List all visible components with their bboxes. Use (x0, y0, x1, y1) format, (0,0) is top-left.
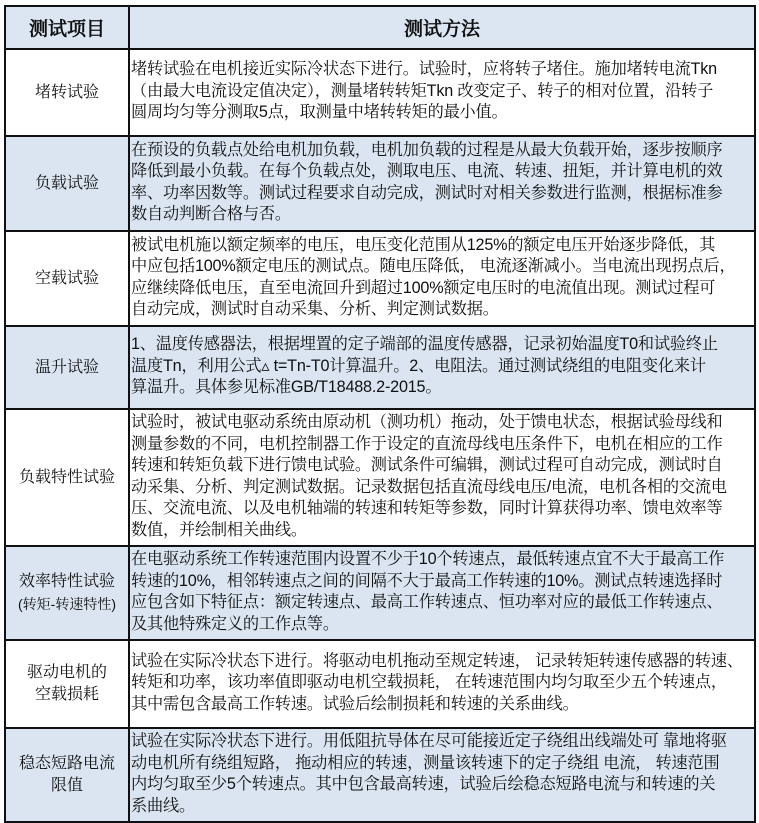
test-method-line: 系曲线。 (131, 796, 195, 815)
test-item-name: 稳态短路电流 (18, 755, 115, 772)
test-method-line: 率、功率因数等。测试过程要求自动完成，测试时对相关参数进行监测，根据标准参 (131, 183, 723, 202)
test-method-line: 数自动判断合格与否。 (131, 205, 291, 223)
test-method-cell (129, 49, 755, 136)
test-method-line: 试验时，被试电驱动系统由原动机（测功机）拖动，处于馈电状态，根据试验母线和 (131, 413, 723, 431)
test-item-name: 堵转试验 (34, 83, 99, 101)
test-method-cell (129, 728, 755, 822)
test-item-name: 负载特性试验 (18, 468, 115, 486)
test-item-name: 空载试验 (34, 269, 99, 287)
test-method-cell (129, 326, 755, 409)
test-item-name: (转矩-转速特性) (18, 596, 116, 612)
test-method-cell (129, 409, 755, 546)
table-row (5, 546, 755, 640)
test-method-line: 压、交流电流、以及电机轴端的转速和转矩等参数，同时计算获得功率、馈电效率等 (131, 499, 723, 517)
test-method-cell (129, 231, 755, 326)
test-item-cell (5, 231, 129, 326)
test-item-cell (5, 728, 129, 822)
test-item-cell (5, 640, 129, 728)
test-method-line: 被试电机施以额定频率的电压，电压变化范围从125%的额定电压开始逐步降低，其 (131, 235, 716, 254)
test-item-name: 负载试验 (34, 174, 99, 192)
header-row (5, 6, 755, 49)
test-method-line: 测量参数的不同，电机控制器工作于设定的直流母线电压条件下，电机在相应的工作 (131, 434, 723, 453)
test-method-line: 转矩和功率，该功率值即驱动电机空载损耗， 在转速范围内均匀取至少五个转速点， (131, 673, 727, 692)
test-item-name: 空载损耗 (34, 686, 99, 703)
test-method-line: 其中需包含最高工作转速。试验后绘制损耗和转速的关系曲线。 (131, 694, 579, 713)
test-method-cell (129, 640, 755, 728)
test-method-line: 在预设的负载点处给电机加负载，电机加负载的过程是从最大负载开始，逐步按顺序 (131, 140, 723, 159)
test-method-line: 降低到最小负载。在每个负载点处，测取电压、电流、转速、扭矩，并计算电机的效 (131, 162, 723, 180)
test-method-cell (129, 136, 755, 231)
table-row (5, 326, 755, 409)
test-method-cell (129, 546, 755, 640)
test-method-line: 内均匀取至少5个转速点。其中包含最高转速，试验后绘稳态短路电流与和转速的关 (131, 775, 716, 793)
table-row (5, 231, 755, 326)
test-method-line: 试验在实际冷状态下进行。用低阻抗导体在尽可能接近定子绕组出线端处可 靠地将驱 (131, 732, 727, 750)
test-item-name: 温升试验 (34, 358, 99, 376)
table-row (5, 136, 755, 231)
test-item-cell (5, 409, 129, 546)
test-method-line: 数值，并绘制相关曲线。 (131, 520, 307, 539)
test-method-line: 应继续降低电压，直至电流回升到超过100%额定电压时的电流值出现。测试过程可 (131, 278, 716, 297)
test-method-line: 动电机所有绕组短路， 拖动相应的转速，测量该转速下的定子绕组 电流， 转速范围 (131, 753, 720, 772)
test-method-line: 中应包括100%额定电压的测试点。随电压降低， 电流逐渐减小。当电流出现拐点后， (131, 257, 736, 275)
test-method-line: 应包含如下特征点：额定转速点、最高工作转速点、恒功率对应的最低工作转速点、 (131, 593, 723, 611)
test-method-line: 自动完成，测试时自动采集、分析、判定测试数据。 (131, 300, 499, 318)
test-item-cell (5, 49, 129, 136)
test-item-name: 限值 (50, 777, 83, 794)
test-item-name: 驱动电机的 (26, 664, 107, 681)
table-row (5, 409, 755, 546)
header-test-method: 测试方法 (129, 6, 755, 49)
test-method-line: 动采集、分析、判定测试数据。记录数据包括直流母线电压/电流，电机各相的交流电 (131, 477, 727, 496)
test-method-line: 试验在实际冷状态下进行。将驱动电机拖动至规定转速， 记录转矩转速传感器的转速、 (131, 651, 743, 670)
table-row (5, 49, 755, 136)
test-method-line: 转速的10%，相邻转速点之间的间隔不大于最高工作转速的10%。测试点转速选择时 (131, 571, 723, 590)
test-method-line: 圆周均匀等分测取5点，取测量中堵转转矩的最小值。 (131, 103, 508, 122)
table-row (5, 728, 755, 822)
test-method-line: 堵转试验在电机接近实际冷状态下进行。试验时，应将转子堵住。施加堵转电流Tkn (131, 60, 717, 79)
test-item-cell (5, 326, 129, 409)
test-method-line: 1、温度传感器法，根据埋置的定子端部的温度传感器，记录初始温度T0和试验终止 (131, 335, 718, 354)
test-method-line: （由最大电流设定值决定），测量堵转转矩Tkn 改变定子、转子的相对位置，沿转子 (131, 81, 714, 100)
test-method-line: 在电驱动系统工作转速范围内设置不少于10个转速点，最低转速点宜不大于最高工作 (131, 550, 725, 568)
test-methods-table (4, 5, 756, 823)
test-item-name: 效率特性试验 (18, 573, 115, 590)
test-method-line: 温度Tn，利用公式▵ t=Tn-T0计算温升。2、电阻法。通过测试绕组的电阻变化来计 (131, 356, 706, 375)
header-test-item: 测试项目 (5, 6, 129, 49)
test-method-line: 算温升。具体参见标准GB/T18488.2-2015。 (131, 378, 442, 397)
test-method-line: 及其他特殊定义的工作点等。 (131, 614, 339, 633)
table-row (5, 640, 755, 728)
test-item-cell (5, 136, 129, 231)
test-method-line: 转速和转矩负载下进行馈电试验。测试条件可编辑，测试过程可自动完成，测试时自 (131, 456, 723, 474)
test-item-cell (5, 546, 129, 640)
